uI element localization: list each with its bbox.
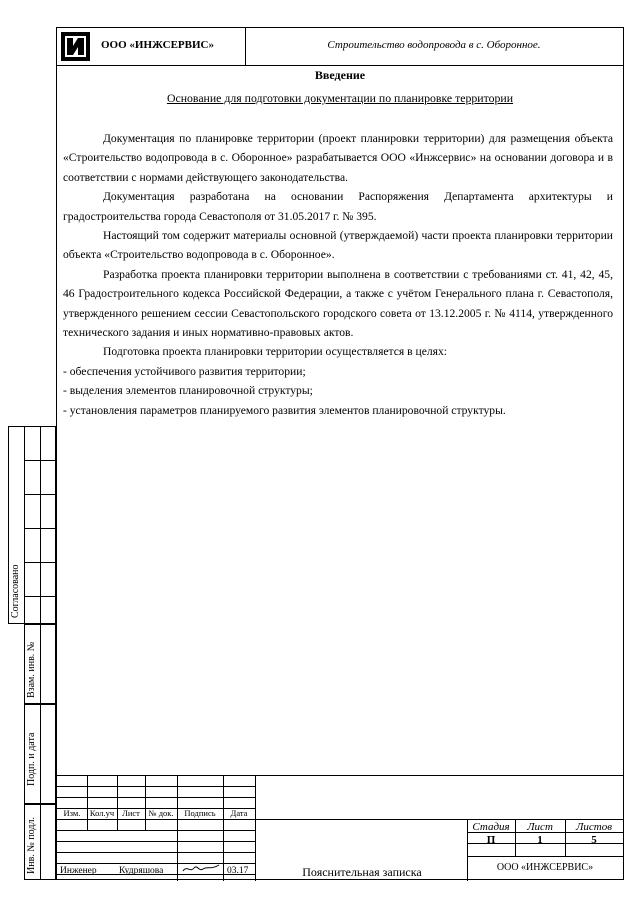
inv-orig-label: Инв. № подл. [26,817,37,874]
col-date: Дата [230,808,248,818]
company-logo-icon [61,32,90,61]
side-stamp [8,426,56,880]
sheets-value: 5 [591,834,597,846]
sheet-value: 1 [537,834,543,846]
paragraph: Подготовка проекта планировки территории осуществляется в целях: [103,345,448,359]
title-block [57,775,623,881]
col-izm: Изм. [63,808,81,818]
list-item: - установления параметров планируемого развития элементов планировочной структуры. [63,403,506,417]
document-name: Пояснительная записка [302,865,422,879]
paragraph: Документация разработана на основании Распоряжения Департамента архитектуры и градостроительства города Севастополя от 31.05.2017 г. № 395. [63,190,613,223]
list-item: - выделения элементов планировочной структуры; [63,384,313,398]
sheet-label: Лист [527,821,553,833]
section-title: Введение [314,68,366,82]
header [57,28,623,66]
list-item: - обеспечения устойчивого развития территории; [63,364,306,378]
company-name: ООО «ИНЖСЕРВИС» [101,39,214,51]
stage-label: Стадия [472,821,510,833]
body-text [63,129,613,420]
stage-value: П [486,834,496,846]
signer-role: Инженер [60,866,97,876]
page-frame [56,27,624,880]
signer-name: Кудряшова [119,866,164,876]
agreed-label: Согласовано [10,564,21,618]
project-title: Строительство водопровода в с. Оборонное. [327,39,541,51]
subtitle-text: Основание для подготовки документации по планировке территории [166,91,514,105]
sign-date-label: Подп. и дата [26,732,37,786]
logo-cell [57,28,246,65]
inv-replace-label: Взам. инв. № [26,641,37,698]
col-list: Лист [122,808,140,818]
signature-icon [181,861,221,875]
sheets-label: Листов [575,821,613,833]
col-doc: № док. [148,808,174,818]
col-kol: Кол.уч [89,808,115,818]
paragraph: Документация по планировке территории (проект планировки территории) для размещения объекта «Строительство водопровода в с. Оборонное» разрабатывается ООО «Инжсервис» на основании договора и в соответствии с нормами действующего законодательства. [63,132,613,184]
sign-date: 03.17 [227,866,249,876]
col-sign: Подпись [184,808,216,818]
paragraph: Настоящий том содержит материалы основной (утверждаемой) части проекта планировки территории объекта «Строительство водопровода в с. Оборонное». [63,229,613,262]
section-subtitle [57,91,623,106]
organization-name: ООО «ИНЖСЕРВИС» [496,862,594,873]
paragraph: Разработка проекта планировки территории выполнена в соответствии с требованиями ст. 41, 42, 45, 46 Градостроительного кодекса Российской Федерации, а также с учётом Генерального плана г. Севастополя, утвержденного решением сессии Севастопольского городского совета от 13.12.2005 г. № 4114, утвержденного технического задания и иных нормативно-правовых актов. [63,267,613,340]
